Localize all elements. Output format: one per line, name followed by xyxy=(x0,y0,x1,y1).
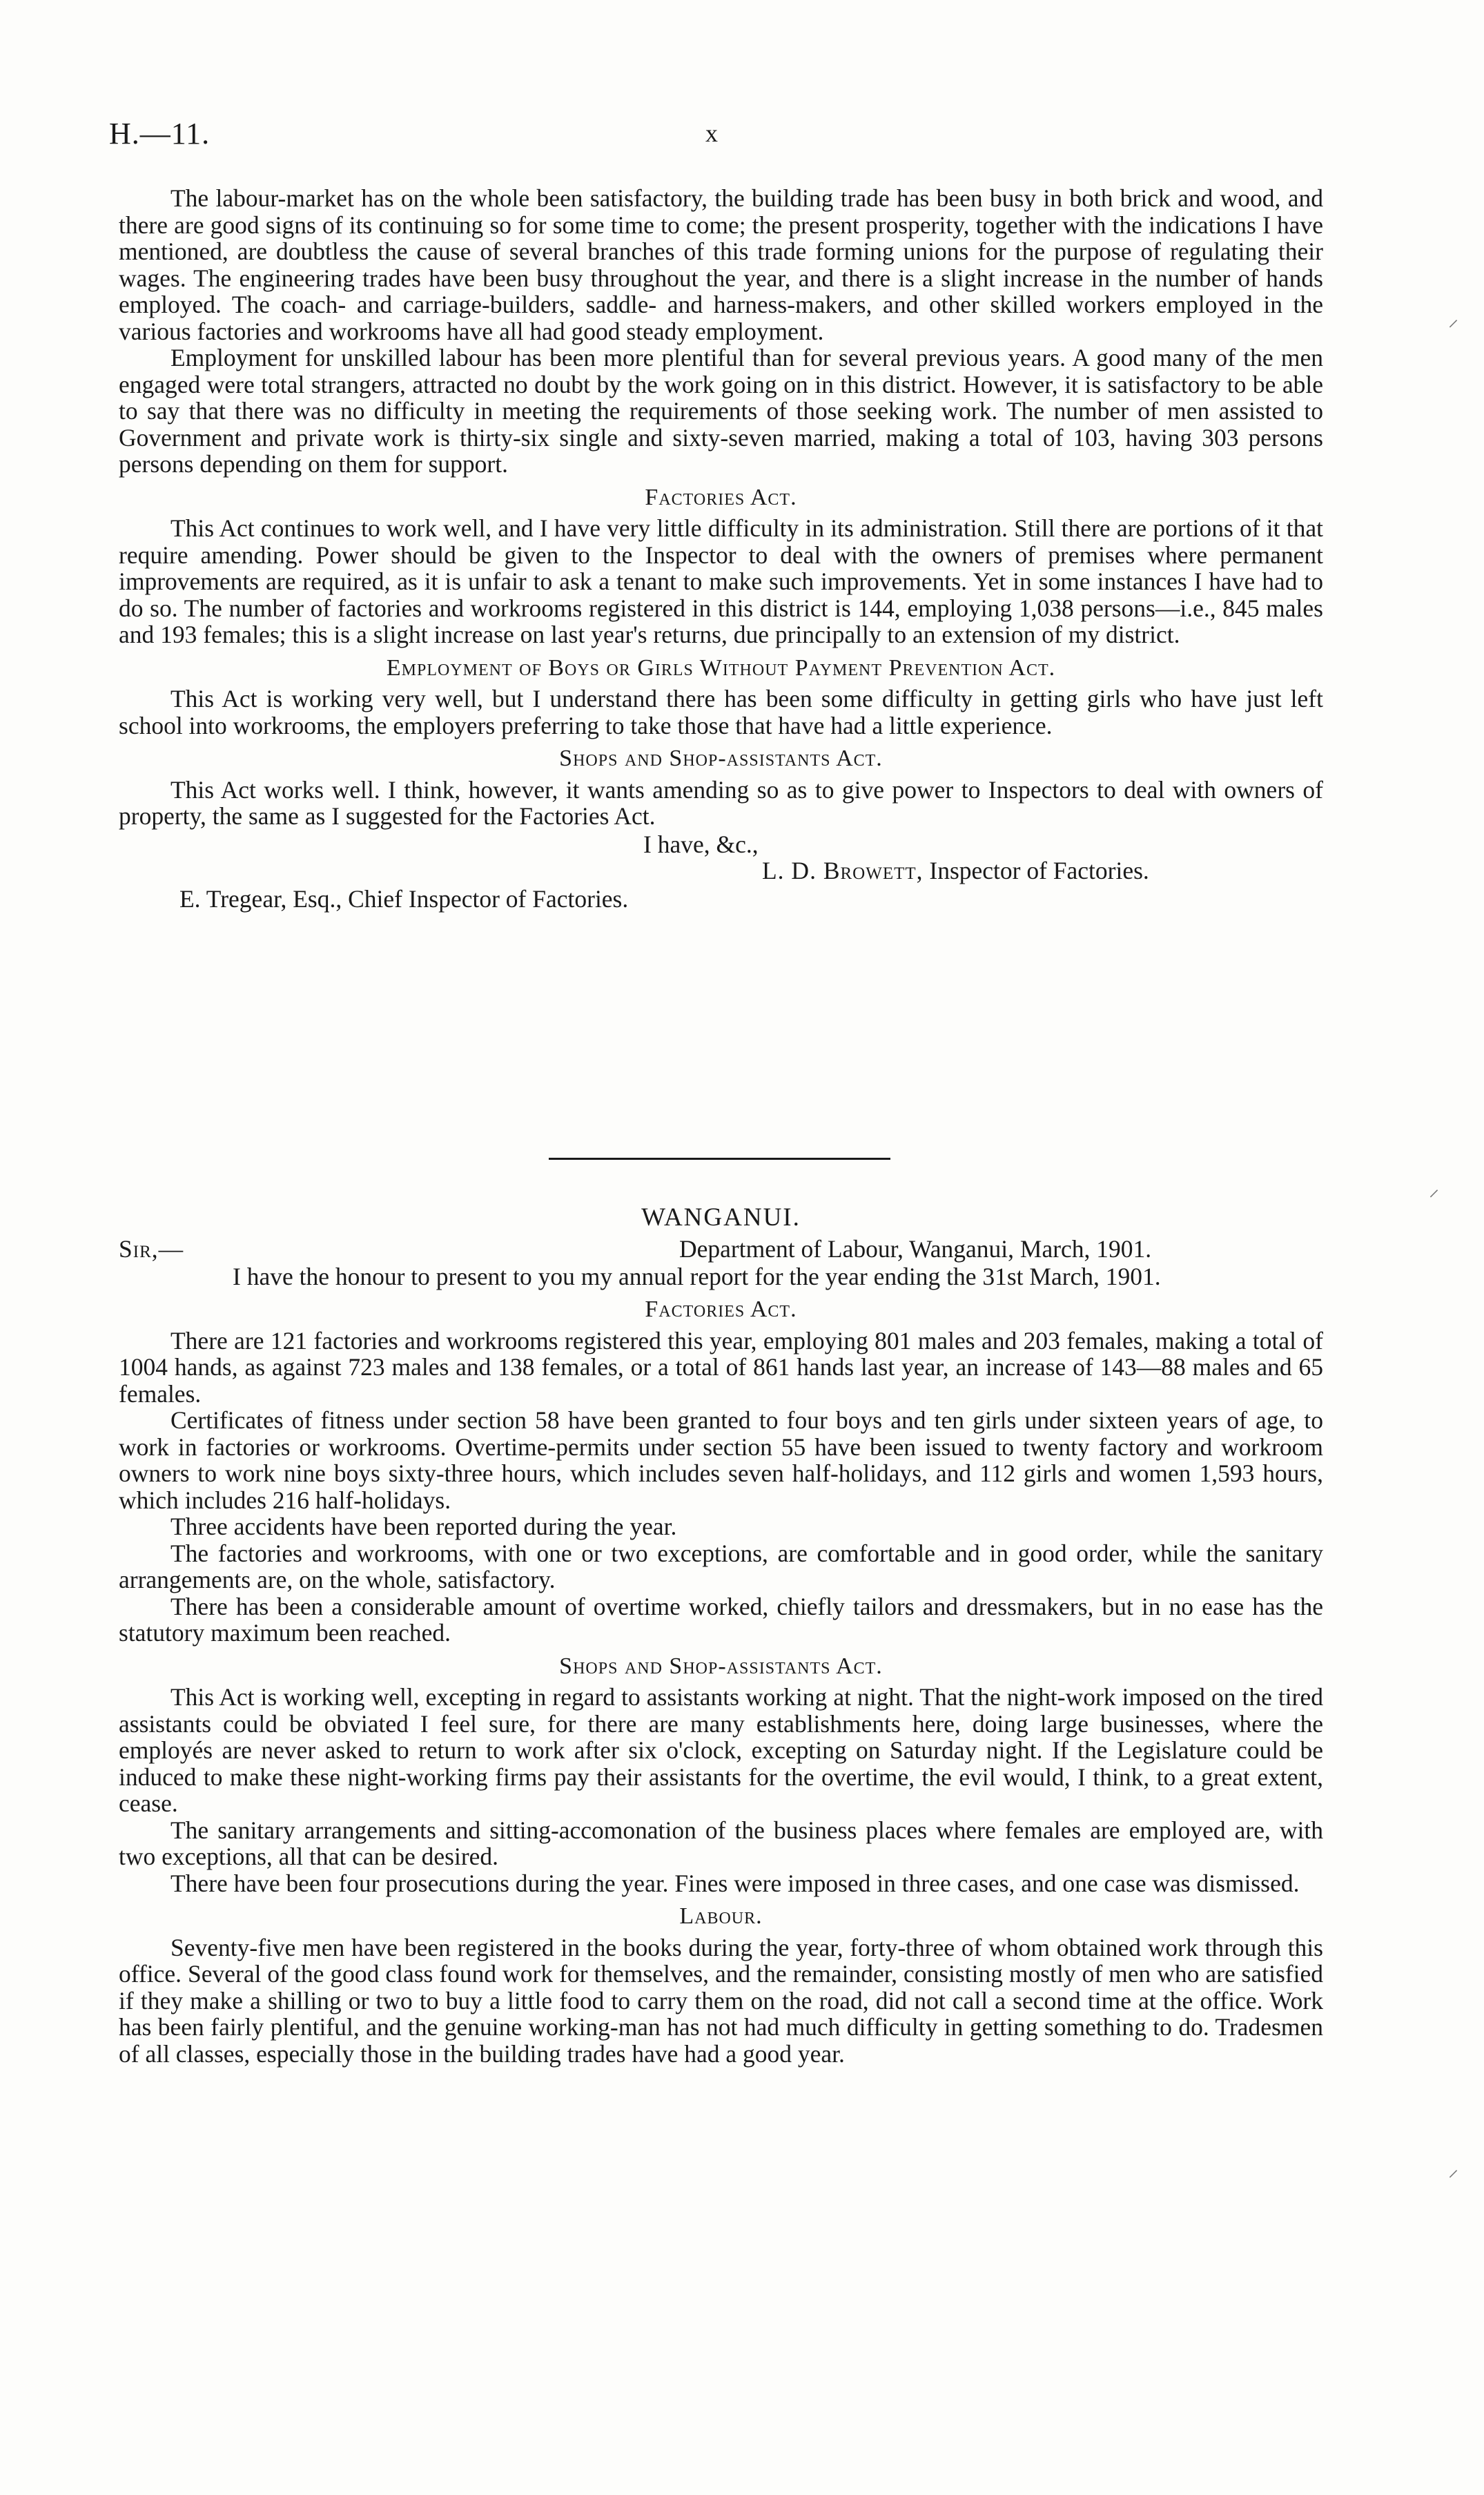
margin-mark: ⸝ xyxy=(1448,2158,1458,2181)
paragraph: There are 121 factories and workrooms registered this year, employing 801 males and 203 females, making a total of 1004 hands, as against 723 males and 138 females, or a total of 861 hands last year, an increase of 143—88 males and 65 females. xyxy=(119,1326,1323,1408)
salutation: Sir,— xyxy=(119,1234,184,1263)
paragraph: Three accidents have been reported during the year. xyxy=(170,1513,677,1540)
signature-title: Inspector of Factories. xyxy=(929,857,1149,884)
signature-name: L. D. Browett, xyxy=(762,857,924,884)
section-heading-shops-act: Shops and Shop-assistants Act. xyxy=(559,1653,883,1679)
section-heading-factories-act: Factories Act. xyxy=(645,484,797,510)
signature xyxy=(762,857,1484,884)
paragraph: Seventy-five men have been registered in the books during the year, forty-three of whom obtained work through this office. Several of the good class found work for themselves, and the remainder, consisting mostly of men who are satisfied if they make a shilling or two to buy a little food to carry them on the road, did not call a second time at the office. Work has been fairly plentiful, and the genuine working-man has not had much difficulty in getting something to do. Tradesmen of all classes, especially those in the building trades have had a good year. xyxy=(119,1933,1323,2068)
section-heading-factories-act: Factories Act. xyxy=(645,1297,797,1322)
paragraph: This Act works well. I think, however, it wants amending so as to give power to Inspectors to deal with owners of property, the same as I suggested for the Factories Act. xyxy=(119,775,1323,830)
paragraph: There has been a considerable amount of overtime worked, chiefly tailors and dressmakers, but in no ease has the statutory maximum been reached. xyxy=(119,1592,1323,1647)
paragraph: The labour-market has on the whole been satisfactory, the building trade has been busy in both brick and wood, and there are good signs of its continuing so for some time to come; the present prosperity, together with the indications I have mentioned, are doubtless the cause of several branches of this trade forming unions for the purpose of regulating their wages. The engineering trades have been busy throughout the year, and there is a slight increase in the number of hands employed. The coach- and carriage-builders, saddle- and harness-makers, and other skilled workers employed in the various factories and workrooms have all had good steady employment. xyxy=(119,184,1323,345)
paragraph: This Act continues to work well, and I have very little difficulty in its administration. Still there are portions of it that require amending. Power should be given to the Inspector to deal with the owners of premises where permanent improvements are required, as it is unfair to ask a tenant to make such improvements. Yet in some instances I have had to do so. The number of factories and workrooms registered in this district is 144, employing 1,038 persons—i.e., 845 males and 193 females; this is a slight increase on last year's returns, due principally to an extension of my district. xyxy=(119,514,1323,648)
salutation-line xyxy=(119,1236,1323,1263)
paragraph: I have the honour to present to you my annual report for the year ending the 31st March, 1901. xyxy=(233,1262,1161,1290)
section-heading-shops-act: Shops and Shop-assistants Act. xyxy=(559,746,883,771)
section-previous-district xyxy=(119,185,1323,912)
district-title: WANGANUI. xyxy=(641,1203,801,1232)
paragraph: This Act is working very well, but I understand there has been some difficulty in getting girls who have just left school into workrooms, the employers preferring to take those that have had a little experience. xyxy=(119,685,1323,739)
paragraph: This Act is working well, excepting in regard to assistants working at night. That the night-work imposed on the tired assistants could be obviated I feel sure, for there are many establishments here, doing large businesses, where the employés are never asked to return to work after six o'clock, excepting on Saturday night. If the Legislature could be induced to make these night-working firms pay their assistants for the overtime, the evil would, I think, to a great extent, cease. xyxy=(119,1683,1323,1817)
section-heading-labour: Labour. xyxy=(679,1903,763,1929)
paragraph: The sanitary arrangements and sitting-accomonation of the business places where females are employed are, with two exceptions, all that can be desired. xyxy=(119,1816,1323,1870)
section-heading-employment-act: Employment of Boys or Girls Without Payment Prevention Act. xyxy=(386,654,1056,681)
addressee: E. Tregear, Esq., Chief Inspector of Factories. xyxy=(179,884,629,913)
paragraph: Employment for unskilled labour has been more plentiful than for several previous years. A good many of the men engaged were total strangers, attracted no doubt by the work going on in this district. However, it is satisfactory to be able to say that there was no difficulty in meeting the requirements of those seeking work. The number of men assisted to Government and private work is thirty-six single and sixty-seven married, making a total of 103, having 303 persons persons depending on them for support. xyxy=(119,344,1323,478)
paragraph: There have been four prosecutions during the year. Fines were imposed in three cases, and one case was dismissed. xyxy=(170,1869,1300,1897)
paragraph: Certificates of fitness under section 58 have been granted to four boys and ten girls under sixteen years of age, to work in factories or workrooms. Overtime-permits under section 55 have been issued to twenty factory and workroom owners to work nine boys sixty-three hours, which includes seven half-holidays, and 112 girls and women 1,593 hours, which includes 216 half-holidays. xyxy=(119,1406,1323,1514)
paragraph: The factories and workrooms, with one or two exceptions, are comfortable and in good order, while the sanitary arrangements are, on the whole, satisfactory. xyxy=(119,1539,1323,1593)
page-reference: H.—11. xyxy=(109,117,211,151)
section-divider xyxy=(549,1158,890,1160)
margin-mark: ⸝ xyxy=(1448,308,1458,331)
page-number: x xyxy=(705,119,718,147)
closing-line: I have, &c., xyxy=(643,830,759,858)
department-line: Department of Labour, Wanganui, March, 1901. xyxy=(679,1234,1152,1263)
section-wanganui xyxy=(119,1198,1323,2067)
margin-mark: ⸝ xyxy=(1429,1178,1439,1201)
